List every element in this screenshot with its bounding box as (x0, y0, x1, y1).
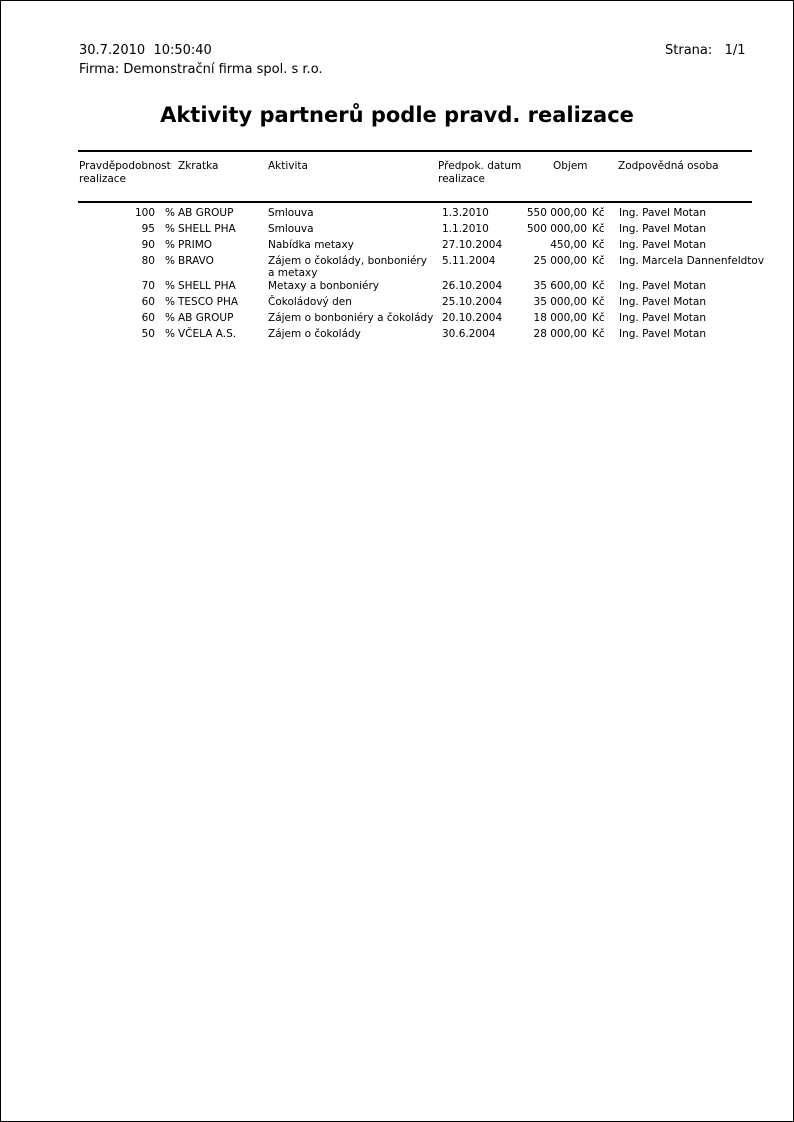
col-header-volume: Objem (553, 160, 588, 172)
cell-abbrev: AB GROUP (178, 207, 234, 219)
header-bottom-rule (78, 201, 752, 203)
cell-percent: % (165, 207, 175, 219)
col-header-probability-line2: realizace (79, 172, 126, 185)
cell-activity: Smlouva (268, 207, 314, 219)
cell-percent: % (165, 239, 175, 251)
cell-activity: Zájem o bonboniéry a čokolády (268, 312, 434, 324)
cell-volume: 500 000,00 (526, 223, 587, 235)
cell-currency: Kč (592, 280, 605, 292)
cell-date: 25.10.2004 (442, 296, 503, 308)
company-name: Firma: Demonstrační firma spol. s r.o. (79, 62, 323, 77)
cell-activity: Nabídka metaxy (268, 239, 354, 251)
col-header-date-line2: realizace (438, 172, 485, 185)
cell-percent: % (165, 328, 175, 340)
page-value: 1/1 (724, 43, 746, 58)
cell-activity: Zájem o čokolády (268, 328, 361, 340)
cell-date: 1.1.2010 (442, 223, 489, 235)
col-header-activity: Aktivita (268, 160, 308, 172)
cell-currency: Kč (592, 239, 605, 251)
cell-person: Ing. Pavel Motan (619, 239, 707, 251)
cell-activity: Smlouva (268, 223, 314, 235)
cell-abbrev: PRIMO (178, 239, 213, 251)
cell-currency: Kč (592, 312, 605, 324)
cell-abbrev: SHELL PHA (178, 223, 236, 235)
col-header-date-line1: Předpok. datum (438, 160, 522, 172)
cell-date: 30.6.2004 (442, 328, 496, 340)
report-title: Aktivity partnerů podle pravd. realizace (160, 103, 634, 127)
cell-currency: Kč (592, 207, 605, 219)
col-header-probability (79, 160, 171, 185)
cell-percent: % (165, 223, 175, 235)
cell-abbrev: AB GROUP (178, 312, 234, 324)
cell-probability: 50 (141, 328, 155, 340)
cell-person: Ing. Marcela Dannenfeldtov (619, 256, 765, 267)
cell-abbrev: SHELL PHA (178, 280, 236, 292)
cell-abbrev: VČELA A.S. (178, 328, 237, 340)
col-header-date (438, 160, 521, 185)
cell-percent: % (165, 312, 175, 324)
cell-person: Ing. Pavel Motan (619, 312, 707, 324)
cell-probability: 70 (141, 280, 155, 292)
cell-date: 5.11.2004 (442, 255, 496, 267)
cell-volume: 550 000,00 (526, 207, 587, 219)
col-header-person: Zodpovědná osoba (618, 160, 719, 172)
cell-probability: 60 (141, 312, 155, 324)
cell-probability: 100 (134, 207, 155, 219)
cell-probability: 60 (141, 296, 155, 308)
cell-date: 27.10.2004 (442, 239, 503, 251)
cell-currency: Kč (592, 328, 605, 340)
cell-currency: Kč (592, 223, 605, 235)
print-date-value: 30.7.2010 (79, 43, 146, 58)
cell-volume: 35 000,00 (533, 296, 587, 308)
cell-date: 20.10.2004 (442, 312, 503, 324)
cell-probability: 90 (141, 239, 155, 251)
cell-probability: 80 (141, 255, 155, 267)
cell-volume: 25 000,00 (533, 255, 587, 267)
col-header-probability-line1: Pravděpodobnost (79, 160, 171, 172)
cell-volume: 450,00 (550, 239, 587, 251)
cell-activity: Zájem o čokolády, bonboniéry a metaxy (268, 255, 427, 279)
cell-volume: 35 600,00 (533, 280, 587, 292)
cell-abbrev: BRAVO (178, 255, 214, 267)
cell-person: Ing. Pavel Motan (619, 280, 707, 292)
cell-person: Ing. Pavel Motan (619, 207, 707, 219)
print-time-value: 10:50:40 (153, 43, 212, 58)
cell-percent: % (165, 280, 175, 292)
page-label: Strana: (665, 43, 713, 58)
cell-percent: % (165, 255, 175, 267)
cell-currency: Kč (592, 255, 605, 267)
cell-date: 1.3.2010 (442, 207, 489, 219)
cell-activity: Čokoládový den (268, 296, 352, 308)
cell-volume: 28 000,00 (533, 328, 587, 340)
col-header-abbrev: Zkratka (178, 160, 219, 172)
page-number (665, 43, 746, 58)
print-date (79, 43, 212, 58)
cell-abbrev: TESCO PHA (178, 296, 239, 308)
cell-person: Ing. Pavel Motan (619, 223, 707, 235)
header-top-rule (78, 150, 752, 152)
cell-currency: Kč (592, 296, 605, 308)
cell-person: Ing. Pavel Motan (619, 296, 707, 308)
cell-person: Ing. Pavel Motan (619, 328, 707, 340)
cell-percent: % (165, 296, 175, 308)
cell-activity: Metaxy a bonboniéry (268, 280, 380, 292)
cell-volume: 18 000,00 (533, 312, 587, 324)
cell-probability: 95 (141, 223, 155, 235)
cell-date: 26.10.2004 (442, 280, 503, 292)
